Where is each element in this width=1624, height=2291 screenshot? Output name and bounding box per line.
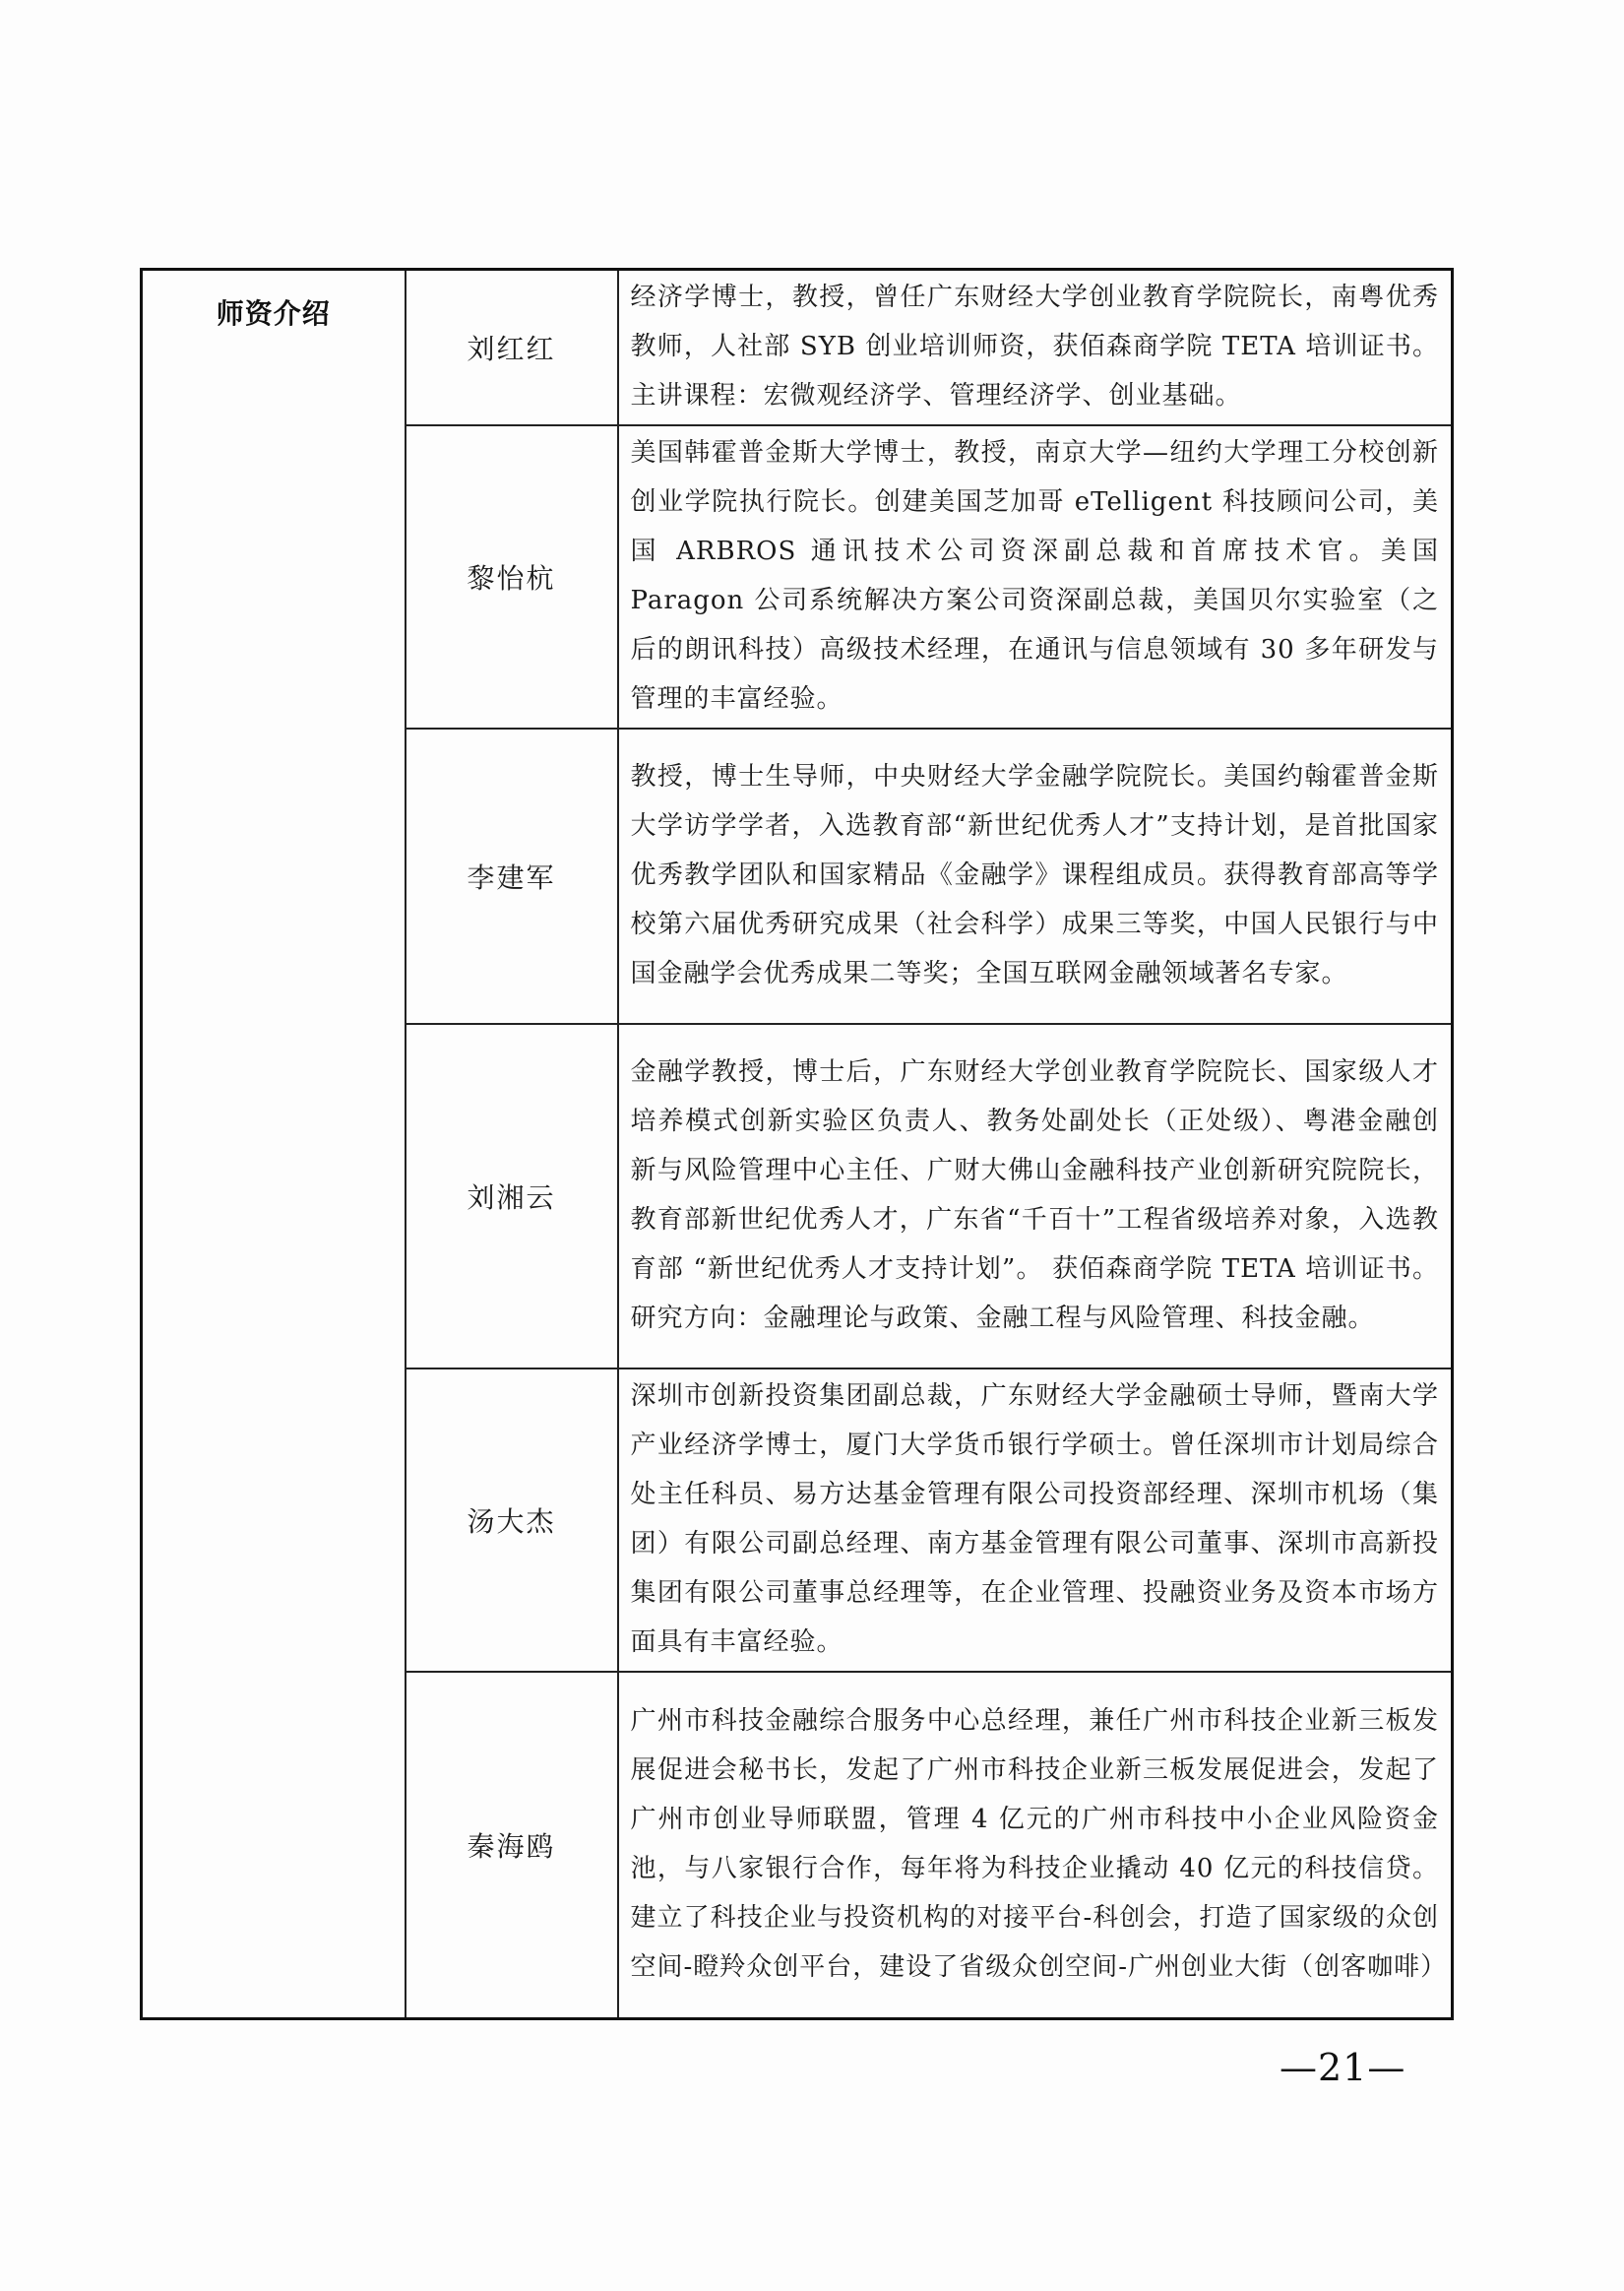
- teacher-description: 金融学教授，博士后，广东财经大学创业教育学院院长、国家级人才培养模式创新实验区负责人、教务处副处长（正处级）、粤港金融创新与风险管理中心主任、广财大佛山金融科技产业创新研究院院长，教育部新世纪优秀人才，广东省“千百十”工程省级培养对象，入选教育部 “新世纪优秀人才支持计划”。 获佰森商学院 TETA 培训证书。研究方向：金融理论与政策、金融工程与风险管理、科技金融。: [618, 1024, 1453, 1368]
- teacher-name: 李建军: [406, 729, 618, 1024]
- teacher-name: 汤大杰: [406, 1368, 618, 1672]
- section-cell: [142, 270, 406, 2019]
- faculty-table: [140, 268, 1454, 2020]
- section-label: 师资介绍: [216, 297, 331, 330]
- teacher-description: 经济学博士，教授，曾任广东财经大学创业教育学院院长，南粤优秀教师，人社部 SYB 创业培训师资，获佰森商学院 TETA 培训证书。主讲课程：宏微观经济学、管理经济学、创业基础。: [618, 270, 1453, 426]
- teacher-description: 教授，博士生导师，中央财经大学金融学院院长。美国约翰霍普金斯大学访学学者，入选教育部“新世纪优秀人才”支持计划，是首批国家优秀教学团队和国家精品《金融学》课程组成员。获得教育部高等学校第六届优秀研究成果（社会科学）成果三等奖，中国人民银行与中国金融学会优秀成果二等奖；全国互联网金融领域著名专家。: [618, 729, 1453, 1024]
- teacher-name: 黎怡杭: [406, 425, 618, 729]
- teacher-name: 秦海鸥: [406, 1672, 618, 2018]
- page-number: —21—: [1280, 2046, 1406, 2089]
- teacher-name: 刘湘云: [406, 1024, 618, 1368]
- teacher-name: 刘红红: [406, 270, 618, 426]
- teacher-description: 深圳市创新投资集团副总裁，广东财经大学金融硕士导师，暨南大学产业经济学博士，厦门大学货币银行学硕士。曾任深圳市计划局综合处主任科员、易方达基金管理有限公司投资部经理、深圳市机场（集团）有限公司副总经理、南方基金管理有限公司董事、深圳市高新投集团有限公司董事总经理等，在企业管理、投融资业务及资本市场方面具有丰富经验。: [618, 1368, 1453, 1672]
- teacher-description: 广州市科技金融综合服务中心总经理，兼任广州市科技企业新三板发展促进会秘书长，发起了广州市科技企业新三板发展促进会，发起了广州市创业导师联盟，管理 4 亿元的广州市科技中小企业风险资金池，与八家银行合作，每年将为科技企业撬动 40 亿元的科技信贷。建立了科技企业与投资机构的对接平台-科创会，打造了国家级的众创空间-瞪羚众创平台，建设了省级众创空间-广州创业大街（创客咖啡）: [618, 1672, 1453, 2018]
- teacher-description: 美国韩霍普金斯大学博士，教授，南京大学—纽约大学理工分校创新创业学院执行院长。创建美国芝加哥 eTelligent 科技顾问公司，美国 ARBROS 通讯技术公司资深副总裁和首席技术官。美国 Paragon 公司系统解决方案公司资深副总裁，美国贝尔实验室（之后的朗讯科技）高级技术经理，在通讯与信息领域有 30 多年研发与管理的丰富经验。: [618, 425, 1453, 729]
- table-row: [142, 270, 1453, 426]
